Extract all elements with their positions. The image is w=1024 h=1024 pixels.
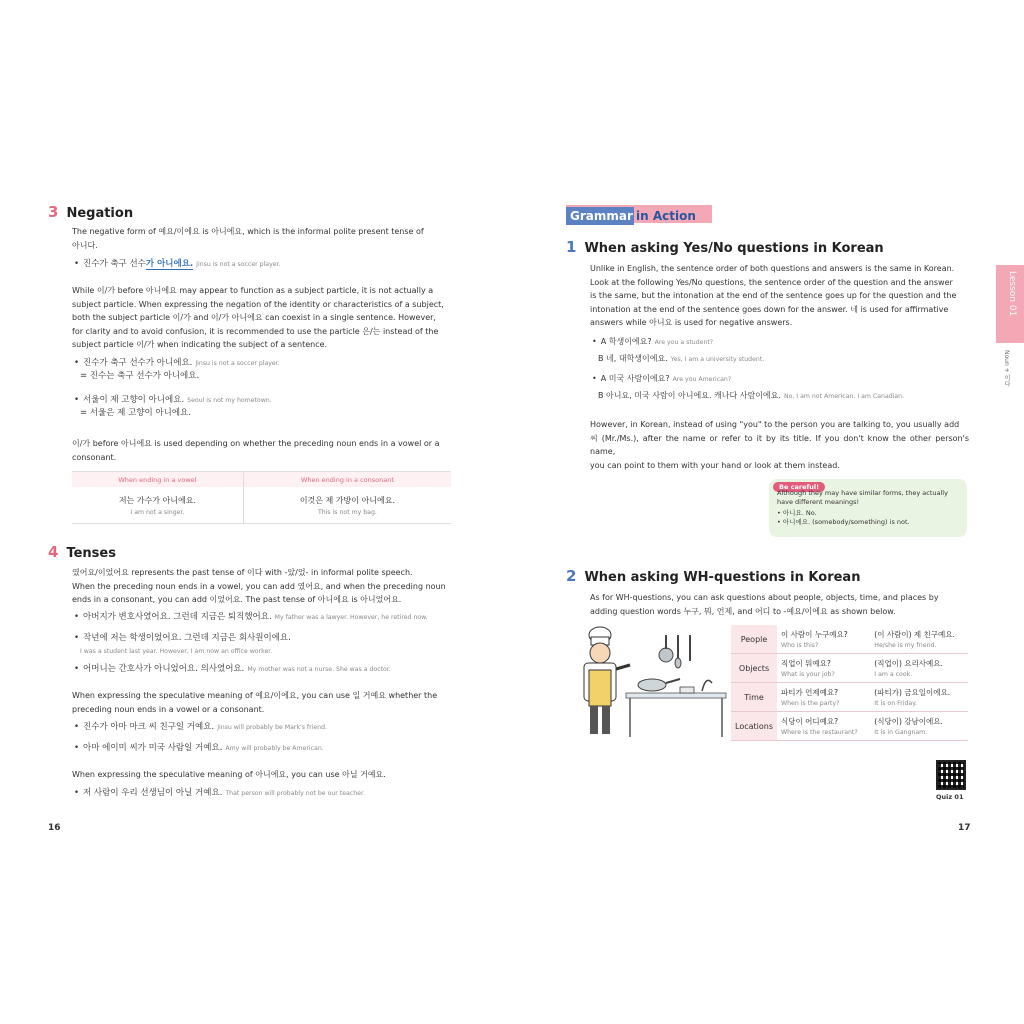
example-korean: 작년에 저는 학생이었어요. 그런데 지금은 회사원이에요. bbox=[83, 633, 291, 643]
text-line: While 이/가 before 아니에요 may appear to function as a subject particle, it is not actually a bbox=[72, 286, 434, 295]
qr-code-icon[interactable] bbox=[936, 760, 966, 790]
side-note: Noun + 이다 bbox=[1003, 350, 1010, 387]
careful-content bbox=[777, 489, 948, 527]
tenses-heading bbox=[48, 543, 116, 561]
text-line: is the same, but the intonation at the end of the sentence goes up for the question and the bbox=[590, 291, 957, 301]
dialogue-answer: B 네, 대학생이에요. bbox=[598, 354, 668, 363]
table-cell bbox=[243, 487, 451, 524]
example-bullet: • 아버지가 변호사였어요. 그런데 지금은 퇴직했어요. My father was a lawyer. However, he retired now. bbox=[74, 612, 428, 622]
question-korean: 파티가 언제예요? bbox=[781, 688, 839, 697]
answer-translation: It is in Gangnam. bbox=[874, 729, 928, 736]
chef-icon bbox=[584, 627, 630, 734]
yes-no-explanation bbox=[590, 262, 969, 330]
wh-explanation bbox=[590, 591, 969, 618]
text-line: for clarity and to avoid confusion, it is recommended to use the particle 은/는 instead of the bbox=[72, 326, 439, 336]
question-cell bbox=[777, 625, 870, 654]
careful-text: Although they may have similar forms, they actually bbox=[777, 489, 948, 497]
example-korean: 진수가 축구 선수가 아니에요. bbox=[83, 358, 193, 368]
cell-korean: 저는 가수가 아니에요. bbox=[118, 495, 196, 505]
row-category: Time bbox=[731, 683, 777, 712]
grammar-in-action-label bbox=[566, 205, 712, 223]
example-translation: Jinsu will probably be Mark's friend. bbox=[217, 724, 327, 731]
dialogue-question: A 미국 사람이에요? bbox=[600, 374, 670, 383]
kitchen-counter-icon bbox=[626, 635, 726, 737]
text-line: Unlike in English, the sentence order of both questions and answers is the same in Korean. bbox=[590, 264, 955, 273]
example-korean: 진수가 아마 마크 씨 친구일 거예요. bbox=[83, 722, 215, 732]
answer-korean: (직업이) 요리사예요. bbox=[874, 659, 943, 668]
example-bullet: • 저 사람이 우리 선생님이 아닐 거예요. That person will probably not be our teacher. bbox=[74, 788, 365, 798]
question-translation: What is your job? bbox=[781, 671, 835, 678]
example-translation: Jinsu is not a soccer player. bbox=[195, 360, 280, 367]
cell-translation: This is not my bag. bbox=[317, 508, 377, 516]
example-translation: Jinsu is not a soccer player. bbox=[196, 261, 281, 268]
example-translation: Amy will probably be American. bbox=[225, 745, 324, 752]
lesson-tab bbox=[996, 265, 1024, 343]
text-line: Look at the following Yes/No questions, the sentence order of the question and the answer bbox=[590, 277, 953, 287]
answer-translation: It is on Friday. bbox=[874, 700, 917, 707]
be-careful-box bbox=[769, 479, 967, 537]
careful-text: have different meanings! bbox=[777, 498, 860, 506]
careful-bullet: • 아니요. No. bbox=[777, 509, 817, 517]
tenses-speculative bbox=[72, 689, 452, 716]
example-bullet: • 진수가 아마 마크 씨 친구일 거예요. Jinsu will probably be Mark's friend. bbox=[74, 722, 327, 732]
section-title: Negation bbox=[66, 206, 134, 221]
dialogue-translation: No, I am not American. I am Canadian. bbox=[783, 393, 905, 400]
question-cell bbox=[777, 683, 870, 712]
text-line: answers while 아니요 is used for negative answers. bbox=[590, 318, 793, 328]
table-row bbox=[731, 625, 968, 654]
answer-korean: (식당이) 강남이에요. bbox=[874, 717, 943, 726]
answer-korean: (파티가) 금요일이에요. bbox=[874, 688, 951, 697]
tenses-negative-speculative: When expressing the speculative meaning of 아니에요, you can use 아닐 거예요. bbox=[72, 770, 386, 779]
example-bullet: • 작년에 저는 학생이었어요. 그런데 지금은 회사원이에요. I was a student last year. However, I am now an office worker. bbox=[74, 632, 291, 658]
example-alternative: = 서울은 제 고향이 아니에요. bbox=[80, 408, 191, 418]
dialogue-question: A 학생이에요? bbox=[600, 337, 652, 346]
table-cell bbox=[72, 487, 243, 524]
example-bullet: • 진수가 축구 선수가 아니에요. Jinsu is not a soccer player. = 진수는 축구 선수가 아니에요. bbox=[74, 358, 280, 381]
table-row bbox=[731, 712, 968, 741]
question-translation: Who is this? bbox=[781, 642, 819, 649]
example-translation: My father was a lawyer. However, he retired now. bbox=[274, 614, 428, 621]
section-number: 3 bbox=[48, 203, 59, 221]
badge-text: Be careful! bbox=[773, 482, 825, 492]
question-cell bbox=[777, 712, 870, 741]
label-main: Grammar bbox=[566, 207, 634, 225]
example-korean: 저 사람이 우리 선생님이 아닐 거예요. bbox=[83, 788, 223, 798]
text-line: subject particle. When expressing the negation of the identity or characteristics of a subject, bbox=[72, 299, 444, 309]
section-title: Tenses bbox=[66, 546, 116, 561]
quiz-label: Quiz 01 bbox=[936, 793, 964, 801]
dialogue-2: • A 미국 사람이에요? Are you American? B 아니요, 미국 사람이 아니에요. 캐나다 사람이에요. No, I am not American. I am Canadian. bbox=[592, 374, 905, 400]
answer-translation: I am a cook. bbox=[874, 671, 913, 678]
question-korean: 직업이 뭐예요? bbox=[781, 659, 831, 668]
text-line: 아니다. bbox=[72, 240, 98, 250]
lesson-label: Lesson 01 bbox=[1007, 271, 1017, 317]
section-number: 2 bbox=[566, 567, 577, 585]
table-row bbox=[731, 654, 968, 683]
negation-note bbox=[72, 437, 452, 464]
text-line: 였어요/이었어요 represents the past tense of 이다 with -았/었- in informal polite speech. bbox=[72, 568, 413, 577]
text-line: consonant. bbox=[72, 452, 117, 462]
section-number: 1 bbox=[566, 238, 577, 256]
text-line: When expressing the speculative meaning of 예요/이에요, you can use 일 거예요 whether the bbox=[72, 691, 438, 700]
section-title: When asking Yes/No questions in Korean bbox=[584, 241, 884, 256]
example-korean: 서울이 제 고향이 아니에요. bbox=[83, 395, 185, 405]
text-line: adding question words 누구, 뭐, 언제, and 어디 to -예요/이에요 as shown below. bbox=[590, 606, 896, 616]
dialogue-1: • A 학생이에요? Are you a student? B 네, 대학생이에요. Yes, I am a university student. bbox=[592, 337, 765, 363]
table-header: When ending in a consonant bbox=[243, 472, 451, 488]
right-page bbox=[512, 0, 1024, 1024]
question-korean: 이 사람이 누구예요? bbox=[781, 630, 848, 639]
question-translation: Where is the restaurant? bbox=[781, 729, 858, 736]
row-category: People bbox=[731, 625, 777, 654]
answer-translation: He/she is my friend. bbox=[874, 642, 937, 649]
text-line: When the preceding noun ends in a vowel, you can add 였어요, and when the preceding noun bbox=[72, 581, 446, 591]
text-line: ends in a consonant, you can add 이었어요. The past tense of 아니에요 is 아니었어요. bbox=[72, 595, 402, 605]
page-number: 17 bbox=[958, 823, 971, 833]
table-header: When ending in a vowel bbox=[72, 472, 243, 488]
page-number: 16 bbox=[48, 823, 61, 833]
dialogue-translation: Yes, I am a university student. bbox=[670, 356, 765, 363]
section-number: 4 bbox=[48, 543, 59, 561]
yes-no-heading bbox=[566, 238, 884, 256]
dialogue-answer: B 아니요, 미국 사람이 아니에요. 캐나다 사람이에요. bbox=[598, 391, 781, 400]
cell-translation: I am not a singer. bbox=[130, 508, 185, 516]
answer-cell bbox=[870, 712, 968, 741]
example-korean: 아버지가 변호사였어요. 그런데 지금은 퇴직했어요. bbox=[83, 612, 272, 622]
text-line: 씨 (Mr./Ms.), after the name or refer to it by its title. If you don't know the other person's name, bbox=[590, 433, 969, 457]
example-bullet: • 진수가 축구 선수가 아니에요. Jinsu is not a soccer player. bbox=[74, 259, 281, 269]
text-line: intonation at the end of the sentence goes down for the answer. 네 is used for affirmative bbox=[590, 304, 949, 314]
example-bullet: • 어머니는 간호사가 아니었어요. 의사였어요. My mother was not a nurse. She was a doctor. bbox=[74, 664, 391, 674]
tenses-intro bbox=[72, 566, 452, 607]
example-highlight: 가 아니에요. bbox=[145, 259, 194, 269]
chef-illustration bbox=[574, 625, 734, 740]
text-line: subject particle 이/가 when indicating the subject of a sentence. bbox=[72, 340, 328, 350]
negation-intro bbox=[72, 225, 452, 252]
question-translation: When is the party? bbox=[781, 700, 840, 707]
question-cell bbox=[777, 654, 870, 683]
answer-korean: (이 사람이) 제 친구예요. bbox=[874, 630, 955, 639]
example-translation: I was a student last year. However, I am now an office worker. bbox=[80, 648, 273, 655]
row-category: Locations bbox=[731, 712, 777, 741]
answer-cell bbox=[870, 683, 968, 712]
negation-table bbox=[72, 471, 451, 524]
dialogue-translation: Are you a student? bbox=[654, 339, 714, 346]
text-line: However, in Korean, instead of using "you" to the person you are talking to, you usually add bbox=[590, 420, 960, 429]
dialogue-translation: Are you American? bbox=[672, 376, 732, 383]
example-translation: Seoul is not my hometown. bbox=[187, 397, 272, 404]
example-bullet: • 아마 에이미 씨가 미국 사람일 거예요. Amy will probably be American. bbox=[74, 743, 324, 753]
careful-bullet: • 아니에요. (somebody/something) is not. bbox=[777, 518, 910, 526]
example-korean: 아마 에이미 씨가 미국 사람일 거예요. bbox=[83, 743, 223, 753]
example-translation: My mother was not a nurse. She was a doctor. bbox=[247, 666, 391, 673]
text-line: both the subject particle 이/가 and 이/가 아니에요 can coexist in a single sentence. However, bbox=[72, 313, 436, 323]
negation-heading bbox=[48, 203, 133, 221]
label-rest: in Action bbox=[636, 209, 696, 223]
example-alternative: = 진수는 축구 선수가 아니에요. bbox=[80, 371, 200, 381]
text-line: The negative form of 예요/이에요 is 아니에요, which is the informal polite present tense of bbox=[72, 227, 424, 236]
example-bullet: • 서울이 제 고향이 아니에요. Seoul is not my hometown. = 서울은 제 고향이 아니에요. bbox=[74, 395, 272, 418]
text-line: you can point to them with your hand or look at them instead. bbox=[590, 460, 840, 470]
wh-heading bbox=[566, 567, 860, 585]
honorific-explanation bbox=[590, 418, 969, 472]
text-line: As for WH-questions, you can ask questions about people, objects, time, and places by bbox=[590, 593, 939, 602]
row-category: Objects bbox=[731, 654, 777, 683]
answer-cell bbox=[870, 654, 968, 683]
text-line: 이/가 before 아니에요 is used depending on whether the preceding noun ends in a vowel or a bbox=[72, 439, 440, 448]
example-korean: 진수가 축구 선수 bbox=[83, 259, 146, 269]
negation-explanation bbox=[72, 284, 452, 352]
table-row bbox=[731, 683, 968, 712]
example-korean: 어머니는 간호사가 아니었어요. 의사였어요. bbox=[83, 664, 245, 674]
answer-cell bbox=[870, 625, 968, 654]
example-translation: That person will probably not be our teacher. bbox=[225, 790, 365, 797]
cell-korean: 이것은 제 가방이 아니에요. bbox=[299, 495, 395, 505]
question-korean: 식당이 어디예요? bbox=[781, 717, 839, 726]
section-title: When asking WH-questions in Korean bbox=[584, 570, 861, 585]
text-line: preceding noun ends in a vowel or a consonant. bbox=[72, 704, 265, 714]
wh-question-table bbox=[731, 625, 968, 741]
